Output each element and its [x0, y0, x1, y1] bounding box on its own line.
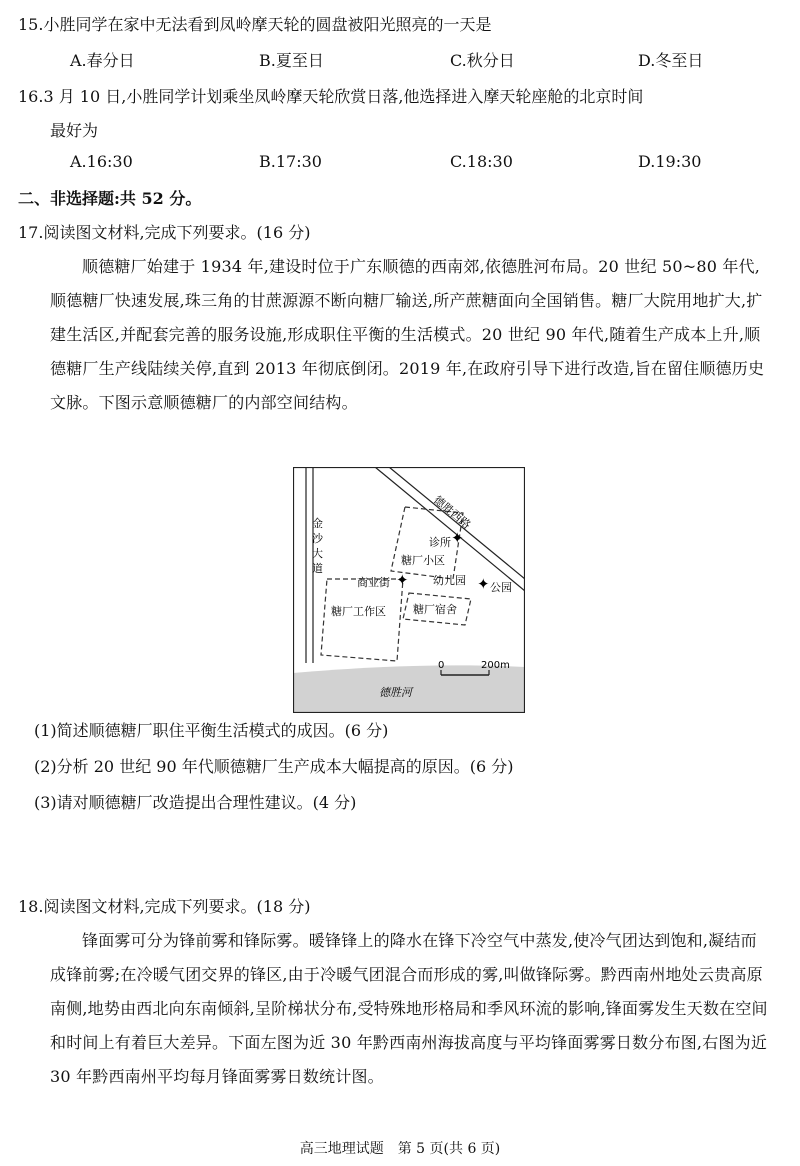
- q15-stem: 15.小胜同学在家中无法看到凤岭摩天轮的圆盘被阳光照亮的一天是: [18, 15, 492, 34]
- road-west-char3: 大: [312, 547, 323, 560]
- scale-start-label: 0: [438, 660, 445, 671]
- river-label: 德胜河: [379, 686, 412, 699]
- dorm-label: 糖厂宿舍: [413, 603, 457, 616]
- road-west-char2: 沙: [312, 532, 323, 545]
- road-west-label: [312, 516, 327, 575]
- road-west-char1: 金: [312, 517, 323, 530]
- q15-option-a: A.春分日: [70, 51, 135, 70]
- q17-paragraph: 顺德糖厂始建于 1934 年,建设时位于广东顺德的西南郊,依德胜河布局。20 世纪 50~80 年代,顺德糖厂快速发展,珠三角的甘蔗源源不断向糖厂输送,所产蔗糖面向全国销售。糖厂大院用地扩大,扩建生活区,并配套完善的服务设施,形成职住平衡的生活模式。20 世纪 90 年代,随着生产成本上升,顺德糖厂生产线陆续关停,直到 2013 年彻底倒闭。2019 年,在政府引导下进行改造,旨在留住顺德历史文脉。下图示意顺德糖厂的内部空间结构。: [50, 257, 765, 412]
- q16-stem-line2: 最好为: [50, 121, 99, 140]
- q16-option-c: C.18:30: [450, 152, 513, 171]
- q17-sub1: (1)简述顺德糖厂职住平衡生活模式的成因。(6 分): [34, 721, 389, 740]
- scale-end-label: 200m: [481, 660, 510, 671]
- residential-label: 糖厂小区: [401, 554, 445, 567]
- work-zone: [321, 579, 403, 661]
- page-footer: 高三地理试题 第 5 页(共 6 页): [299, 1141, 501, 1157]
- clinic-label: 诊所: [429, 536, 451, 549]
- q18-paragraph: 锋面雾可分为锋前雾和锋际雾。暖锋锋上的降水在锋下冷空气中蒸发,使冷气团达到饱和,凝结而成锋前雾;在冷暖气团交界的锋区,由于冷暖气团混合而形成的雾,叫做锋际雾。黔西南州地处云贵高原南侧,地势由西北向东南倾斜,呈阶梯状分布,受特殊地形格局和季风环流的影响,锋面雾发生天数在空间和时间上有着巨大差异。下面左图为近 30 年黔西南州海拔高度与平均锋面雾雾日数分布图,右图为近 30 年黔西南州平均每月锋面雾雾日数统计图。: [50, 931, 768, 1086]
- commercial-label: 商业街: [357, 576, 390, 589]
- section-heading: 二、非选择题:共 52 分。: [18, 189, 202, 208]
- q15-option-b: B.夏至日: [259, 51, 324, 70]
- park-star-icon: ✦: [477, 575, 490, 593]
- workarea-label: 糖厂工作区: [331, 605, 386, 618]
- q18-stem: 18.阅读图文材料,完成下列要求。(18 分): [18, 897, 311, 916]
- road-west-char4: 道: [312, 562, 323, 575]
- q15-option-d: D.冬至日: [638, 51, 704, 70]
- kindergarten-label: 幼儿园: [433, 574, 466, 587]
- road-east-label: 德胜西路: [431, 493, 474, 532]
- q15-option-c: C.秋分日: [450, 51, 515, 70]
- q17-sub2: (2)分析 20 世纪 90 年代顺德糖厂生产成本大幅提高的原因。(6 分): [34, 757, 514, 776]
- sugar-factory-map: [293, 467, 525, 713]
- q16-stem-line1: 16.3 月 10 日,小胜同学计划乘坐凤岭摩天轮欣赏日落,他选择进入摩天轮座舱的北京时间: [18, 87, 644, 106]
- commercial-star-icon: ✦: [396, 571, 409, 589]
- q16-option-b: B.17:30: [259, 152, 322, 171]
- q17-stem: 17.阅读图文材料,完成下列要求。(16 分): [18, 223, 311, 242]
- q17-sub3: (3)请对顺德糖厂改造提出合理性建议。(4 分): [34, 793, 357, 812]
- park-label: 公园: [490, 581, 512, 594]
- clinic-star-icon: ✦: [451, 529, 464, 547]
- q16-option-a: A.16:30: [70, 152, 133, 171]
- q16-option-d: D.19:30: [638, 152, 702, 171]
